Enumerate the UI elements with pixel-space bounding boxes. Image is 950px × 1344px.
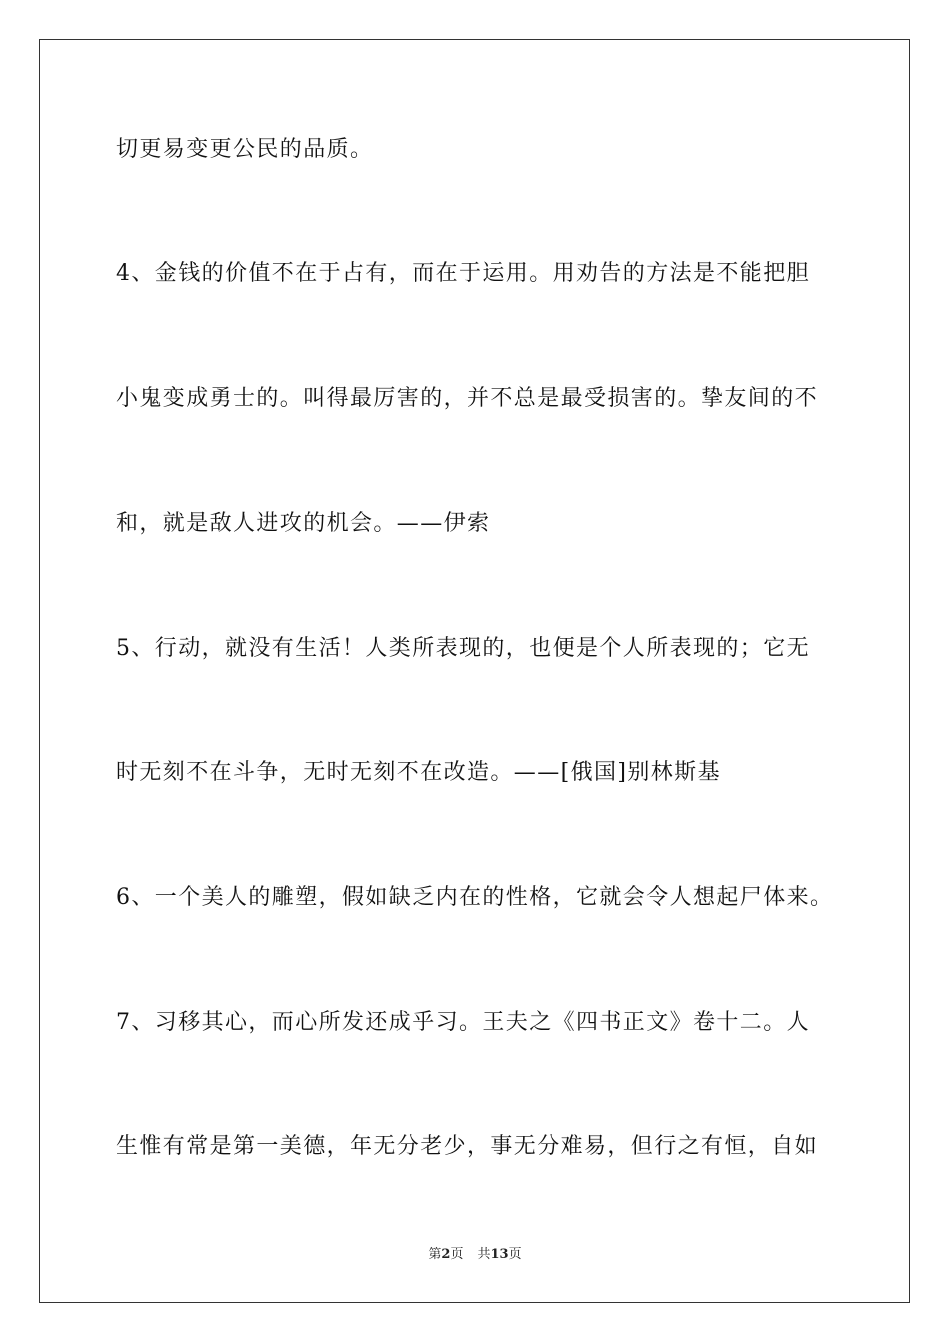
body-text-line: 时无刻不在斗争，无时无刻不在改造。——[俄国]别林斯基	[116, 760, 721, 785]
body-text-line: 4、金钱的价值不在于占有，而在于运用。用劝告的方法是不能把胆	[116, 261, 810, 286]
body-text-line: 切更易变更公民的品质。	[116, 137, 374, 162]
body-text-line: 6、一个美人的雕塑，假如缺乏内在的性格，它就会令人想起尸体来。	[116, 885, 834, 910]
page-footer	[0, 1246, 950, 1264]
total-suffix: 页	[508, 1247, 522, 1262]
body-text-line: 和，就是敌人进攻的机会。——伊索	[116, 511, 491, 536]
page-prefix: 第	[428, 1247, 442, 1262]
page-number: 2	[441, 1247, 451, 1262]
total-prefix: 共	[477, 1247, 491, 1262]
body-text-line: 7、习移其心，而心所发还成乎习。王夫之《四书正文》卷十二。人	[116, 1010, 810, 1035]
page-suffix: 页	[450, 1247, 464, 1262]
body-text-line: 小鬼变成勇士的。叫得最厉害的，并不总是最受损害的。挚友间的不	[116, 386, 819, 411]
total-pages: 13	[490, 1247, 509, 1262]
body-text-line: 5、行动，就没有生活！人类所表现的，也便是个人所表现的；它无	[116, 636, 810, 661]
page-border	[39, 39, 910, 1303]
body-text-line: 生惟有常是第一美德，年无分老少，事无分难易，但行之有恒，自如	[116, 1134, 819, 1159]
